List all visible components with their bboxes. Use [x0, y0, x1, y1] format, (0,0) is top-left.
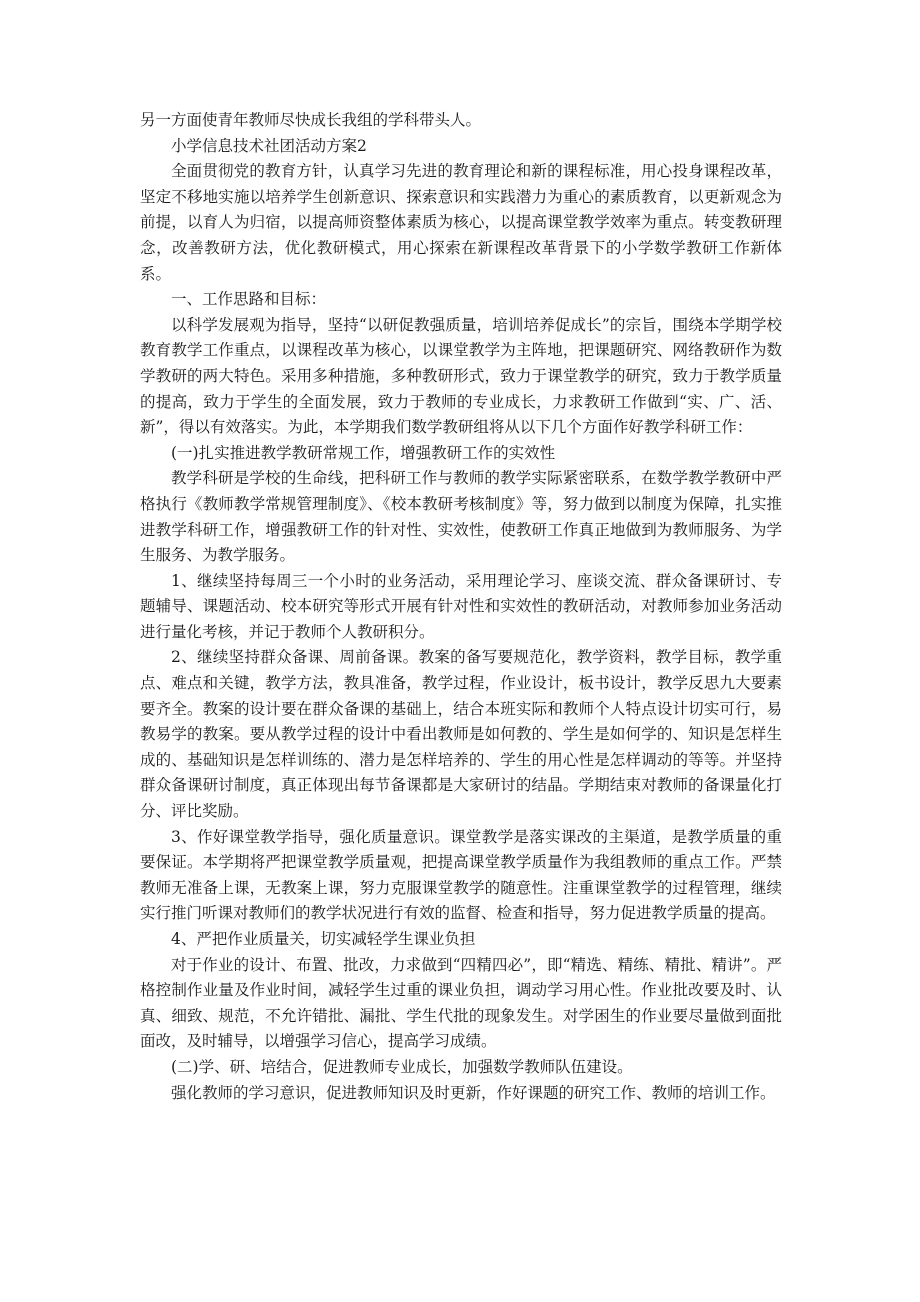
- list-item-1: 1、继续坚持每周三一个小时的业务活动，采用理论学习、座谈交流、群众备课研讨、专题辅导、课题活动、校本研究等形式开展有针对性和实效性的教研活动，对教师参加业务活动进行量化考核，并记于教师个人教研积分。: [140, 571, 782, 641]
- paragraph-continuation: 另一方面使青年教师尽快成长我组的学科带头人。: [140, 111, 482, 129]
- list-item-3: 3、作好课堂教学指导，强化质量意识。课堂教学是落实课改的主渠道，是教学质量的重要保证。本学期将严把课堂教学质量观，把提高课堂教学质量作为我组教师的重点工作。严禁教师无准备上课，无教案上课，努力克服课堂教学的随意性。注重课堂教学的过程管理，继续实行推门听课对教师们的教学状况进行有效的监督、检查和指导，努力促进教学质量的提高。: [140, 827, 782, 923]
- paragraph-intro: 全面贯彻党的教育方针，认真学习先进的教育理论和新的课程标准，用心投身课程改革，坚定不移地实施以培养学生创新意识、探索意识和实践潜力为重心的素质教育，以更新观念为前提，以育人为归宿，以提高师资整体素质为核心，以提高课堂教学效率为重点。转变教研理念，改善教研方法，优化教研模式，用心探索在新课程改革背景下的小学数学教研工作新体系。: [140, 162, 782, 283]
- heading-work-ideas: 一、工作思路和目标：: [171, 290, 327, 309]
- paragraph-guidance: 以科学发展观为指导，坚持“以研促教强质量，培训培养促成长”的宗旨，围绕本学期学校教育教学工作重点，以课程改革为核心，以课堂教学为主阵地，把课题研究、网络教研作为数学教研的两大特色。采用多种措施，多种教研形式，致力于课堂教学的研究，致力于教学质量的提高，致力于学生的全面发展，致力于教师的专业成长，力求教研工作做到“实、广、活、新”，得以有效落实。为此，本学期我们数学教研组将从以下几个方面作好教学科研工作：: [140, 315, 782, 437]
- list-item-4: 4、严把作业质量关，切实减轻学生课业负担: [171, 930, 476, 948]
- paragraph-research-lifeline: 教学科研是学校的生命线，把科研工作与教师的教学实际紧密联系，在数学教学教研中严格执行《教师教学常规管理制度》、《校本教研考核制度》等，努力做到以制度为保障，扎实推进教学科研工作，增强教研工作的针对性、实效性，使教研工作真正地做到为教师服务、为学生服务、为教学服务。: [140, 469, 782, 565]
- subheading-routine-work: (一)扎实推进教学教研常规工作，增强教研工作的实效性: [171, 443, 556, 462]
- document-body: [140, 108, 782, 1106]
- paragraph-homework: 对于作业的设计、布置、批改，力求做到“四精四必”，即“精选、精练、精批、精讲”。严格控制作业量及作业时间，减轻学生过重的课业负担，调动学习用心性。作业批改要及时、认真、细致、规范，不允许错批、漏批、学生代批的现象发生。对学困生的作业要尽量做到面批面改，及时辅导，以增强学习信心，提高学习成绩。: [140, 955, 782, 1051]
- list-item-2: 2、继续坚持群众备课、周前备课。教案的备写要规范化，教学资料，教学目标，教学重点、难点和关键，教学方法，教具准备，教学过程，作业设计，板书设计，教学反思九大要素要齐全。教案的设计要在群众备课的基础上，结合本班实际和教师个人特点设计切实可行，易教易学的教案。要从教学过程的设计中看出教师是如何教的、学生是如何学的、知识是怎样生成的、基础知识是怎样训练的、潜力是怎样培养的、学生的用心性是怎样调动的等等。并坚持群众备课研讨制度，真正体现出每节备课都是大家研讨的结晶。学期结束对教师的备课量化打分、评比奖励。: [140, 648, 782, 821]
- subheading-professional-growth: (二)学、研、培结合，促进教师专业成长，加强数学教师队伍建设。: [171, 1057, 633, 1076]
- section-title: 小学信息技术社团活动方案2: [171, 136, 367, 155]
- paragraph-learning-awareness: 强化教师的学习意识，促进教师知识及时更新，作好课题的研究工作、教师的培训工作。: [171, 1083, 776, 1102]
